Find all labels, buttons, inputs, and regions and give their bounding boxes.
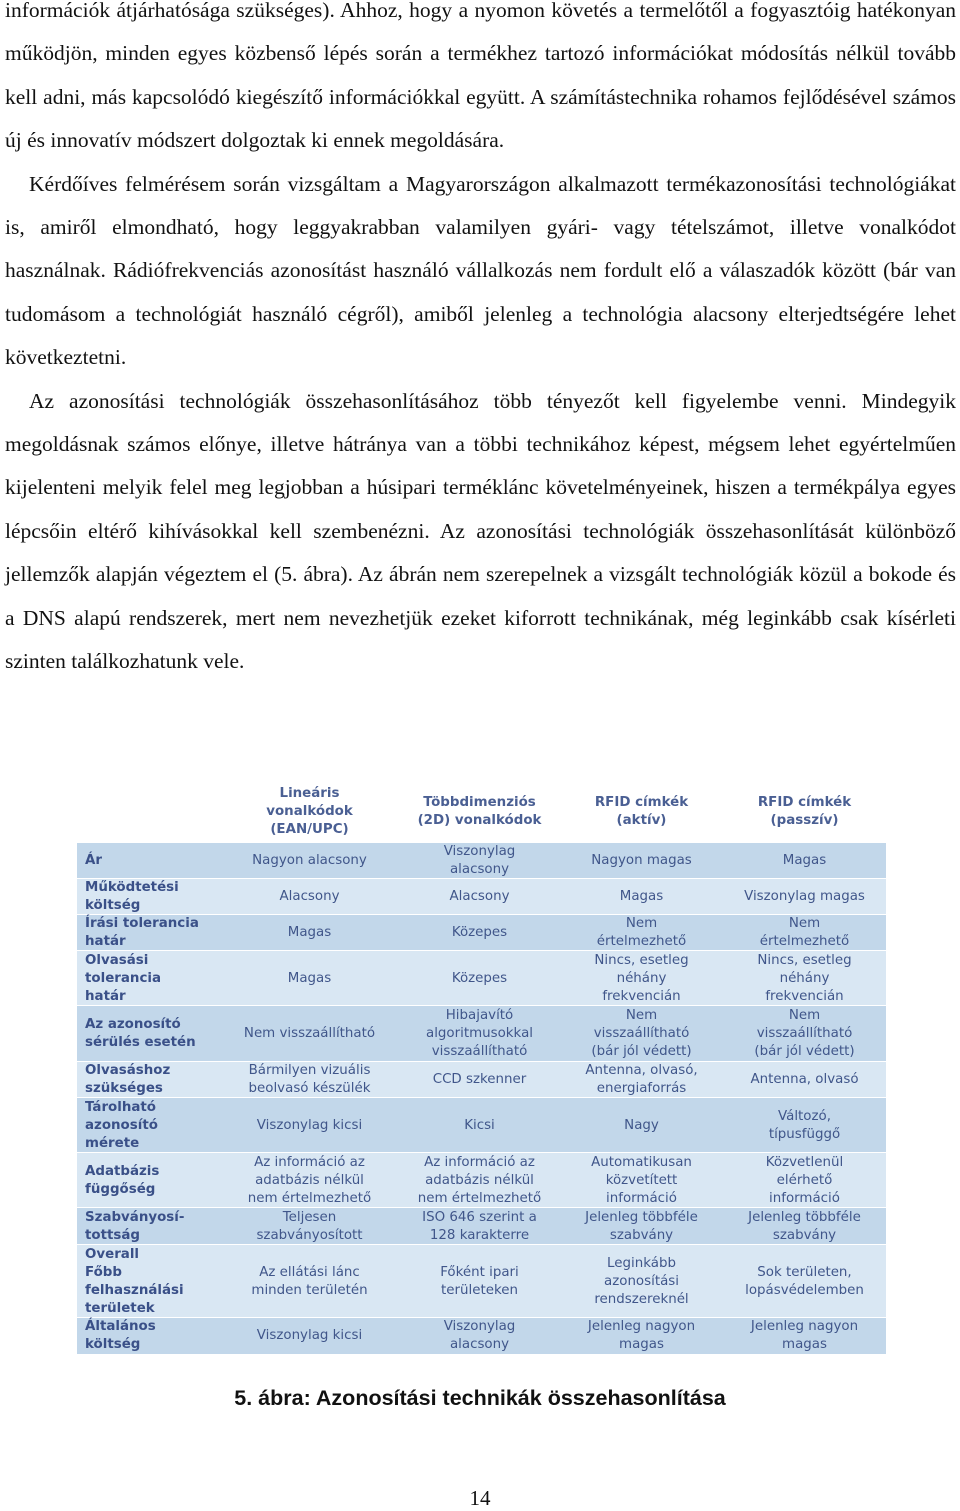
table-cell: Jelenleg nagyon magas [587,1319,696,1352]
paragraph: Kérdőíves felmérésem során vizsgáltam a Magyarországon alkalmazott termékazonosítási technológiákat is, amiről elmondható, hogy leggyakrabban valamilyen gyári- vagy tételszámot, illetve vonalkódot használnak. Rádiófrekvenciás azonosítást használó vállalkozás nem fordult elő a válaszadók között (bár van tudomásom a technológiát használó cégről), amiből jelenleg a technológia alacsony elterjedtségére lehet következtetni. [5,171,956,370]
table-cell: Közepes [451,970,508,986]
table-cell: Alacsony [449,889,510,904]
table-cell: Antenna, olvasó [750,1072,859,1087]
table-cell: Jelenleg nagyon magas [750,1319,859,1352]
table-cell: Nem értelmezhető [596,916,687,949]
table-cell: Magas [287,925,332,940]
table-cell: Nem visszaállítható (bár jól védett) [591,1008,692,1059]
table-cell: Az információ az adatbázis nélkül nem értelmezhető [247,1154,372,1206]
table-cell: Változó, típusfüggő [768,1108,841,1142]
table-row [77,914,886,951]
table-cell: Nem visszaállítható [243,1026,376,1041]
table-cell: Az ellátási lánc minden területén [251,1264,368,1298]
table-cell: Kicsi [464,1117,495,1133]
table-cell: Antenna, olvasó, energiaforrás [585,1063,698,1096]
row-label: Olvasási tolerancia határ [85,952,162,1004]
table-cell: Nincs, esetleg néhány frekvencián [594,952,689,1004]
row-label: Általános költség [85,1319,156,1352]
table-cell: Viszonylag kicsi [256,1117,363,1133]
table-cell: Nem visszaállítható (bár jól védett) [754,1008,855,1059]
table-row [77,878,886,915]
table-cell: Automatikusan közvetített információ [591,1154,692,1206]
row-label: Működtetési költség [85,880,179,913]
column-header: RFID címkék (aktív) [594,795,689,828]
table-row [77,1061,886,1098]
table-cell: Jelenleg többféle szabvány [748,1209,861,1243]
figure-caption: 5. ábra: Azonosítási technikák összehasonlítása [234,1386,726,1410]
row-label: Adatbázis függőség [85,1163,160,1197]
table-cell: Viszonylag magas [744,889,865,904]
column-header: Lineáris vonalkódok (EAN/UPC) [266,786,353,837]
table-cell: Magas [782,853,827,868]
table-cell: Teljesen szabványosított [256,1209,363,1243]
table-cell: Nagyon magas [591,853,692,868]
table-cell: Nagy [624,1117,659,1133]
table-cell: Nincs, esetleg néhány frekvencián [757,952,852,1004]
table-cell: Viszonylag kicsi [256,1328,363,1343]
row-label: Az azonosító sérülés esetén [85,1017,196,1050]
table-cell: Nem értelmezhető [759,916,850,949]
table-row [77,1152,886,1208]
table-cell: Közvetlenül elérhető információ [765,1154,844,1206]
page-number: 14 [469,1486,491,1510]
table-cell: CCD szkenner [432,1072,527,1087]
table-cell: Sok területen, lopásvédelemben [745,1264,864,1298]
table-cell: Hibajavító algoritmusokkal visszaállítható [426,1008,533,1059]
row-label: Olvasáshoz szükséges [85,1063,171,1096]
table-cell: Közepes [451,925,508,940]
column-header: Többdimenziós (2D) vonalkódok [417,795,542,828]
table-row [77,950,886,1006]
table-cell: Viszonylag alacsony [443,844,516,877]
table-row [77,1097,886,1153]
row-label: Írási tolerancia határ [85,916,199,949]
paragraph: Az azonosítási technológiák összehasonlításához több tényezőt kell figyelembe venni. Mindegyik megoldásnak számos előnye, illetve hátránya van a többi technikához képest, mégsem lehet egyértelműen kijelenteni melyik felel meg legjobban a húsipari terméklánc követelményeinek, hiszen a termékpálya egyes lépcsőin eltérő kihívásokkal kell szembenézni. Az azonosítási technológiák összehasonlítását különböző jellemzők alapján végeztem el (5. ábra). Az ábrán nem szerepelnek a vizsgált technológiák közül a bokode és a DNS alapú rendszerek, mert nem nevezhetjük ezeket kiforrott technikának, még leginkább csak kísérleti szinten találkozhatunk vele. [5,388,956,674]
paragraph: információk átjárhatósága szükséges). Ahhoz, hogy a nyomon követés a termelőtől a fogyasztóig hatékonyan működjön, minden egyes közbenső lépés során a termékhez tartozó információkat módosítás nélkül tovább kell adni, más kapcsolódó kiegészítő információkkal együtt. A számítástechnika rohamos fejlődésével számos új és innovatív módszert dolgoztak ki ennek megoldására. [5,0,956,153]
row-label: Szabványosí- tottság [85,1209,185,1243]
table-cell: Leginkább azonosítási rendszereknél [594,1255,689,1307]
body-text [5,0,956,684]
table-cell: Viszonylag alacsony [443,1319,516,1352]
table-cell: Jelenleg többféle szabvány [585,1209,698,1243]
table-cell: Magas [287,970,332,986]
comparison-figure [77,782,886,1353]
column-header: RFID címkék (passzív) [757,795,852,828]
table-cell: Bármilyen vizuális beolvasó készülék [248,1063,371,1096]
table-cell: ISO 646 szerint a 128 karakterre [422,1209,537,1243]
row-label: Ár [85,853,102,868]
table-cell: Magas [619,889,664,904]
row-label: Tárolható azonosító mérete [85,1099,158,1151]
table-row [77,1207,886,1245]
table-cell: Főként ipari területeken [440,1264,519,1298]
table-cell: Alacsony [279,889,340,904]
table-row [77,1317,886,1354]
table-cell: Nagyon alacsony [252,853,367,868]
table-cell: Az információ az adatbázis nélkül nem értelmezhető [417,1154,542,1206]
table-row [77,1005,886,1062]
table-row [77,842,886,879]
table-row [77,1244,886,1318]
row-label: Overall Főbb felhasználási területek [85,1246,184,1316]
